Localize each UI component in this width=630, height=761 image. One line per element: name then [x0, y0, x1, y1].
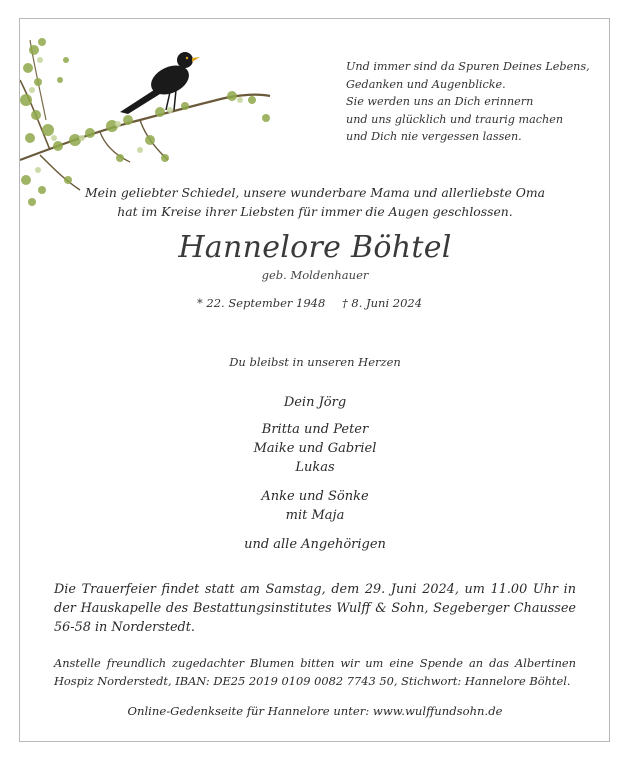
intro-line: Mein geliebter Schiedel, unsere wunderbare Mama und allerliebste Oma: [84, 185, 546, 200]
family-member: Maike und Gabriel: [253, 441, 377, 456]
online-memorial-link[interactable]: Online-Gedenkseite für Hannelore unter: www.wulffundsohn.de: [127, 704, 503, 718]
motto: Du bleibst in unseren Herzen: [229, 355, 401, 369]
deceased-name: Hannelore Böhtel: [178, 230, 452, 265]
family-group: [0, 420, 630, 477]
poem-line: und uns glücklich und traurig machen: [346, 112, 564, 126]
family-member: Dein Jörg: [283, 395, 347, 410]
intro-text: [0, 184, 630, 221]
funeral-info: Die Trauerfeier findet statt am Samstag, dem 29. Juni 2024, um 11.00 Uhr in der Hauskapelle des Bestattungsinstitutes Wulff & Sohn, Segeberger Chaussee 56-58 in Norderstedt.: [54, 582, 576, 635]
birth-date: * 22. September 1948: [197, 296, 326, 310]
poem: [346, 58, 590, 146]
family-member: Lukas: [295, 460, 335, 475]
poem-line: Gedanken und Augenblicke.: [346, 77, 506, 91]
family-member: und alle Angehörigen: [244, 537, 386, 552]
poem-line: Und immer sind da Spuren Deines Lebens,: [346, 60, 590, 73]
family-group: [0, 487, 630, 525]
death-date: † 8. Juni 2024: [342, 296, 423, 310]
family-member: Britta und Peter: [261, 422, 369, 437]
poem-line: Sie werden uns an Dich erinnern: [346, 95, 534, 108]
poem-line: und Dich nie vergessen lassen.: [346, 130, 522, 143]
intro-line: hat im Kreise ihrer Liebsten für immer die Augen geschlossen.: [117, 203, 513, 219]
family-group: [0, 393, 630, 412]
donation-info: Anstelle freundlich zugedachter Blumen bitten wir um eine Spende an das Albertinen Hospiz Norderstedt, IBAN: DE25 2019 0109 0082 7743 50, Stichwort: Hannelore Böhtel.: [54, 656, 576, 688]
family-group: [0, 535, 630, 554]
maiden-name: geb. Moldenhauer: [261, 268, 369, 282]
family-member: mit Maja: [285, 508, 345, 523]
family-member: Anke und Sönke: [261, 489, 369, 504]
